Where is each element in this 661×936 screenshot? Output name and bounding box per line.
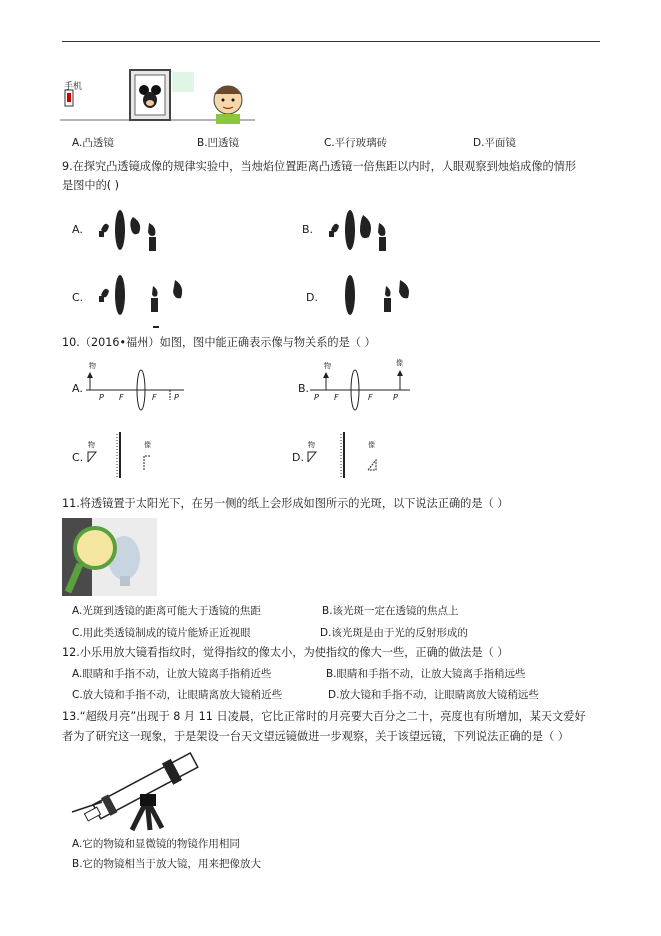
q9-figure-b [325, 205, 405, 255]
q10-figure-d [304, 432, 384, 482]
q8-option-a: A.凸透镜 [72, 137, 114, 149]
top-rule [62, 41, 600, 42]
q12-option-b: B.眼睛和手指不动，让放大镜离手指稍远些 [326, 668, 526, 680]
q9-figure-d [330, 270, 410, 320]
q10-d-object-label: 物 [308, 441, 315, 449]
q10-b-f2: F [368, 393, 373, 402]
q12-stem: 12.小乐用放大镜看指纹时，觉得指纹的像太小，为使指纹的像大一些，正确的做法是（ ） [62, 646, 509, 659]
q10-a-f1: F [119, 393, 124, 402]
q11-option-b: B.该光斑一定在透镜的焦点上 [322, 605, 459, 617]
q11-stem: 11.将透镜置于太阳光下，在另一侧的纸上会形成如图所示的光斑，以下说法正确的是（ ） [62, 497, 509, 510]
q10-d-image-label: 像 [368, 441, 375, 449]
q12-option-a: A.眼睛和手指不动，让放大镜离手指稍近些 [72, 668, 272, 680]
q10-a-p1: P [99, 393, 104, 402]
q10-figure-c [84, 432, 164, 482]
q10-a-p2: P [174, 393, 179, 402]
q9-label-a: A. [72, 223, 83, 236]
q10-b-p1: P [314, 393, 319, 402]
q13-stem-line2: 者为了研究这一现象，于是架设一台天文望远镜做进一步观察，关于该望远镜，下列说法正确的是（ ） [62, 730, 569, 743]
q10-b-f1: F [334, 393, 339, 402]
q10-label-a: A. [72, 382, 83, 395]
q10-stem: 10.（2016•福州）如图，图中能正确表示像与物关系的是（ ） [62, 336, 376, 349]
q8-option-b: B.凹透镜 [197, 137, 240, 149]
q11-option-a: A.光斑到透镜的距离可能大于透镜的焦距 [72, 605, 261, 617]
q9-label-b: B. [302, 223, 314, 236]
q9-figure-a [95, 205, 175, 255]
q13-stem-line1: 13.“超级月亮”出现于 8 月 11 日凌晨，它比正常时的月亮要大百分之二十，亮度也有所增加，某天文爱好 [62, 710, 586, 723]
q10-label-c: C. [72, 451, 84, 464]
phone-label: 手机 [64, 82, 83, 92]
q10-c-object-label: 物 [88, 441, 95, 449]
q10-a-object-label: 物 [89, 362, 96, 370]
q8-option-c: C.平行玻璃砖 [324, 137, 388, 149]
q9-label-c: C. [72, 291, 84, 304]
q8-option-d: D.平面镜 [473, 137, 516, 149]
q13-option-a: A.它的物镜和显微镜的物镜作用相同 [72, 838, 240, 850]
q9-stem-line2: 是图中的( ) [62, 179, 120, 192]
q10-c-image-label: 像 [144, 441, 151, 449]
q13-option-b: B.它的物镜相当于放大镜，用来把像放大 [72, 858, 262, 870]
q10-a-f2: F [152, 393, 157, 402]
q11-photo [62, 518, 157, 596]
q11-option-d: D.该光斑是由于光的反射形成的 [320, 627, 468, 639]
q10-b-p2: P [393, 393, 398, 402]
q10-label-d: D. [292, 451, 304, 464]
q9-stem-line1: 9.在探究凸透镜成像的规律实验中，当烛焰位置距离凸透镜一倍焦距以内时，人眼观察到烛焰成像的情形 [62, 160, 577, 173]
q9-figure-c [95, 270, 175, 330]
q13-telescope [62, 750, 212, 832]
q10-label-b: B. [298, 382, 310, 395]
q8-diagram [60, 70, 260, 130]
q12-option-d: D.放大镜和手指不动，让眼睛离放大镜稍远些 [328, 689, 539, 701]
q11-option-c: C.用此类透镜制成的镜片能矫正近视眼 [72, 627, 251, 639]
q12-option-c: C.放大镜和手指不动，让眼睛离放大镜稍近些 [72, 689, 283, 701]
q10-b-object-label: 物 [324, 362, 331, 370]
q9-label-d: D. [306, 291, 318, 304]
q10-b-image-label: 像 [396, 359, 403, 367]
